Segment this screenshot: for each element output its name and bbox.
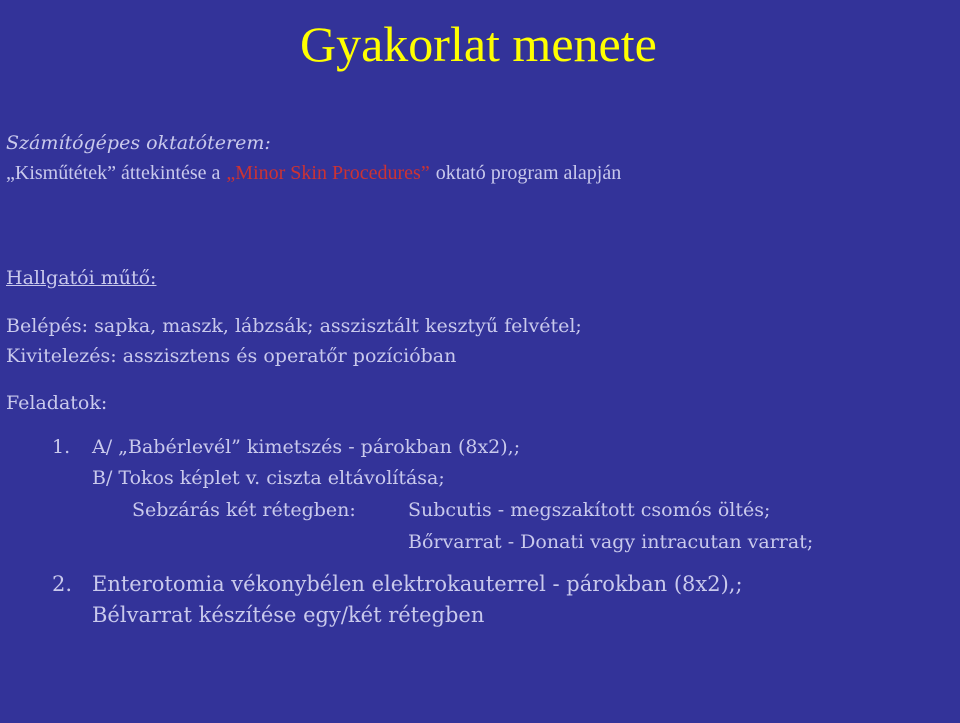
task-1-b: B/ Tokos képlet v. ciszta eltávolítása; (92, 467, 445, 489)
computer-room-line (6, 161, 621, 185)
computer-room-suffix: oktató program alapján (435, 162, 622, 184)
task-1-number: 1. (52, 436, 71, 458)
execution-line: Kivitelezés: asszisztens és operatőr pozícióban (6, 345, 457, 367)
slide-title: Gyakorlat menete (300, 16, 657, 72)
closure-subcutis: Subcutis - megszakított csomós öltés; (408, 499, 771, 521)
closure-label: Sebzárás két rétegben: (132, 499, 356, 521)
program-name-highlight: „Minor Skin Procedures” (226, 162, 430, 184)
task-2-a: Enterotomia vékonybélen elektrokauterrel - párokban (8x2),; (92, 572, 743, 596)
task-2-number: 2. (52, 572, 73, 596)
tasks-heading: Feladatok: (6, 392, 108, 414)
task-1-a: A/ „Babérlevél” kimetszés - párokban (8x2),; (92, 436, 521, 458)
computer-room-prefix: „Kisműtétek” áttekintése a (6, 162, 221, 184)
task-2-b: Bélvarrat készítése egy/két rétegben (92, 603, 485, 627)
closure-skin: Bőrvarrat - Donati vagy intracutan varrat; (408, 531, 814, 553)
entry-line: Belépés: sapka, maszk, lábzsák; asszisztált kesztyű felvétel; (6, 315, 582, 337)
student-or-heading: Hallgatói műtő: (6, 267, 157, 289)
computer-room-heading: Számítógépes oktatóterem: (6, 132, 271, 154)
